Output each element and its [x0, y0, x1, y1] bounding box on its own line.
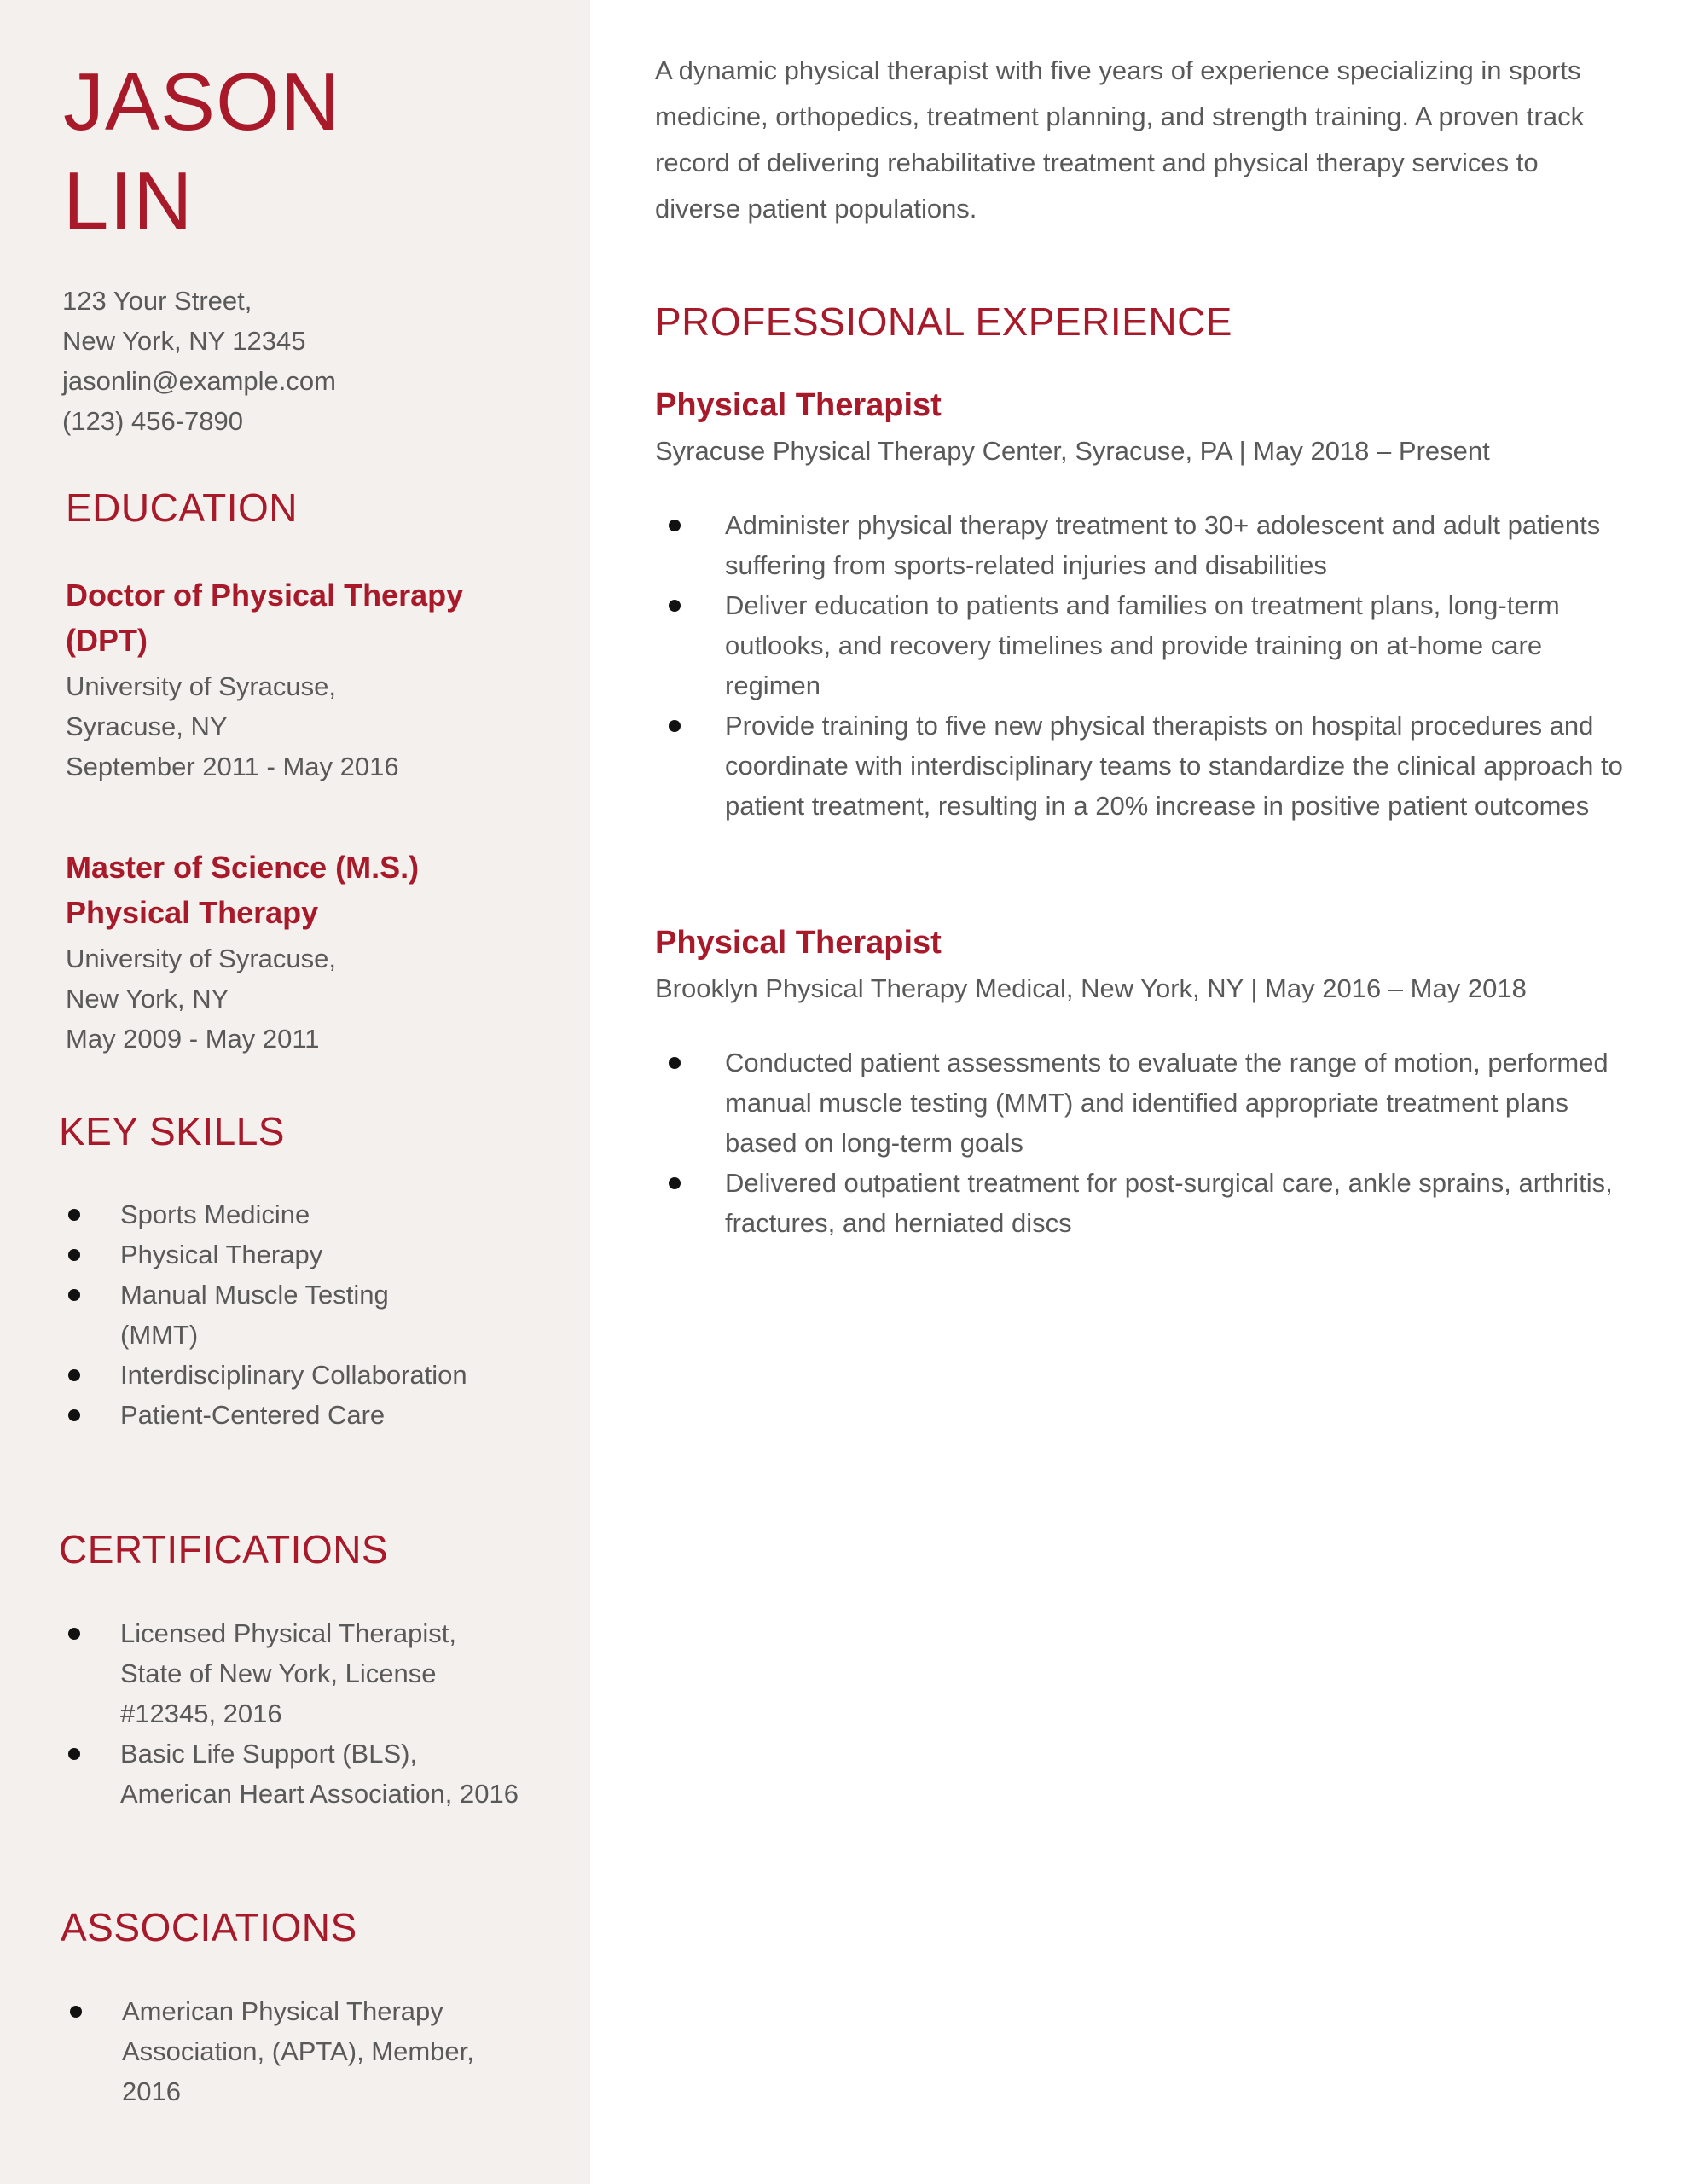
associations-heading: ASSOCIATIONS	[61, 1905, 357, 1949]
job-bullet: Conducted patient assessments to evaluate the range of motion, performed manual muscle testing (MMT) and identified appropriate treatment plans based on long-term goals	[664, 1043, 1644, 1163]
degree: Master of Science (M.S.) Physical Therapy	[66, 850, 420, 930]
degree: Doctor of Physical Therapy (DPT)	[66, 578, 464, 658]
email: jasonlin@example.com	[62, 366, 336, 396]
job-bullet: Deliver education to patients and families on treatment plans, long-term outlooks, and recovery timelines and provide training on at-home care regimen	[664, 585, 1644, 706]
contact-info	[62, 281, 540, 441]
dates: September 2011 - May 2016	[66, 752, 399, 781]
education-entry	[66, 845, 543, 1059]
location: Syracuse, NY	[66, 712, 228, 741]
education-entry	[66, 572, 543, 787]
school: University of Syracuse,	[66, 944, 336, 973]
education-heading: EDUCATION	[66, 485, 298, 530]
location: New York, NY	[66, 984, 229, 1014]
dates: May 2009 - May 2011	[66, 1024, 320, 1054]
skill-item: Patient-Centered Care	[63, 1395, 472, 1435]
job-bullet: Delivered outpatient treatment for post-surgical care, ankle sprains, arthritis, fractures, and herniated discs	[664, 1163, 1644, 1243]
street: 123 Your Street,	[62, 286, 252, 316]
association-item: American Physical Therapy Association, (APTA), Member, 2016	[65, 1991, 534, 2111]
job-title: Physical Therapist	[655, 387, 942, 423]
job-bullets	[664, 1043, 1644, 1243]
summary: A dynamic physical therapist with five years of experience specializing in sports medicine, orthopedics, treatment planning, and strength training. A proven track record of delivering rehabilitative treatment and physical therapy services to diverse patient populations.	[655, 55, 1585, 224]
job-entry	[655, 925, 1627, 1243]
job-bullets	[664, 505, 1644, 826]
job-title: Physical Therapist	[655, 925, 942, 961]
skills-list	[63, 1194, 472, 1435]
skills-heading: KEY SKILLS	[59, 1109, 285, 1153]
job-bullet: Administer physical therapy treatment to 30+ adolescent and adult patients suffering from sports-related injuries and disabilities	[664, 505, 1644, 585]
skill-item: Manual Muscle Testing (MMT)	[63, 1275, 472, 1355]
skill-item: Interdisciplinary Collaboration	[63, 1355, 472, 1395]
certification-item: Licensed Physical Therapist, State of New York, License #12345, 2016	[63, 1613, 524, 1734]
skill-item: Sports Medicine	[63, 1194, 472, 1234]
job-meta: Syracuse Physical Therapy Center, Syracuse, PA | May 2018 – Present	[655, 436, 1490, 466]
certifications-list	[63, 1613, 524, 1814]
certifications-heading: CERTIFICATIONS	[59, 1527, 389, 1571]
experience-heading: PROFESSIONAL EXPERIENCE	[655, 299, 1232, 344]
job-bullet: Provide training to five new physical therapists on hospital procedures and coordinate with interdisciplinary teams to standardize the clinical approach to patient treatment, resulting in a 20% increase in positive patient outcomes	[664, 706, 1644, 826]
certification-item: Basic Life Support (BLS), American Heart Association, 2016	[63, 1734, 524, 1814]
job-meta: Brooklyn Physical Therapy Medical, New York, NY | May 2016 – May 2018	[655, 973, 1527, 1003]
phone: (123) 456-7890	[62, 406, 243, 436]
city: New York, NY 12345	[62, 326, 306, 356]
school: University of Syracuse,	[66, 671, 336, 701]
skill-item: Physical Therapy	[63, 1234, 472, 1275]
candidate-name: JASON LIN	[63, 56, 341, 247]
associations-list	[65, 1991, 534, 2111]
job-entry	[655, 387, 1627, 826]
